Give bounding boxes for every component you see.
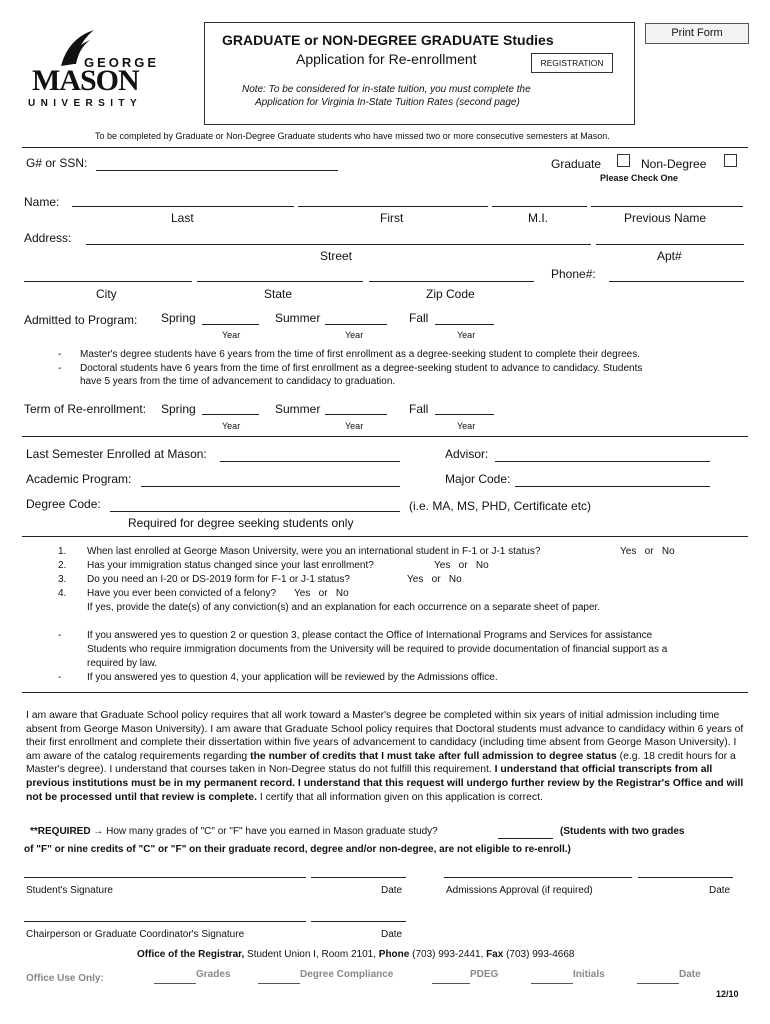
state-caption: State (264, 287, 293, 301)
question-3-answer[interactable]: Yes or No (407, 574, 462, 585)
graduate-checkbox[interactable] (617, 154, 630, 167)
question-3: Do you need an I-20 or DS-2019 form for F-1 or J-1 status? (87, 574, 350, 585)
divider (22, 147, 748, 148)
office-date-field[interactable] (637, 983, 679, 984)
masters-note: Master's degree students have 6 years from the time of first enrollment as a degree-seeking student to complete their degrees. (80, 349, 640, 360)
intro-text: To be completed by Graduate or Non-Degree Graduate students who have missed two or more consecutive semesters at Mason. (95, 131, 610, 141)
major-code-field[interactable] (515, 486, 710, 487)
phone-label: Phone#: (551, 267, 596, 281)
admissions-date-field[interactable] (638, 877, 733, 878)
office-initials-label: Initials (573, 969, 605, 980)
divider (22, 536, 748, 537)
office-degree-compliance-label: Degree Compliance (300, 969, 394, 980)
program-label: Academic Program: (26, 472, 132, 486)
admissions-caption: Admissions Approval (if required) (446, 885, 593, 896)
question-1: When last enrolled at George Mason University, were you an international student in F-1 or J-1 status? (87, 546, 541, 557)
divider (22, 436, 748, 437)
required-note: Required for degree seeking students only (128, 516, 354, 530)
question-4-followup: If yes, provide the date(s) of any conviction(s) and an explanation for each occurrence on a separate sheet of paper. (87, 602, 601, 613)
note-bullet: - (58, 349, 62, 360)
apt-field[interactable] (596, 244, 744, 245)
term-summer-label: Summer (275, 402, 321, 416)
note-bullet: - (58, 630, 62, 641)
print-form-button[interactable]: Print Form (645, 23, 749, 44)
term-fall-year-field[interactable] (435, 414, 494, 415)
policy-statement: I am aware that Graduate School policy requires that all work toward a Master's degree be completed within six years of initial admission including time absent from George Mason University). I am aware that Graduate School policy requires that Doctoral students must advance to candidacy within 6 years of their first enrollment and complete their dissertation within five years of advancement to candidacy (including time absent from George Mason University). I am aware of the catalog requirements regarding the number of credits that I must take after full admission to degree status (e.g. 18 credit hours for a Master's degree). I understand that courses taken in Non-Degree status do not fulfill this requirement. I understand that official transcripts from all previous institutions must be in my permanent record. I understand that this request will undergo further review by the Registrar's Office and will not be processed until that review is complete. I certify that all information given on this application is correct. (26, 710, 744, 803)
first-caption: First (380, 211, 404, 225)
doctoral-note: Doctoral students have 6 years from the time of first enrollment as a degree-seeking student to advance to candidacy. Students (80, 363, 643, 374)
degree-code-field[interactable] (110, 511, 400, 512)
required-note-bold: (Students with two grades (560, 826, 685, 837)
divider (22, 692, 748, 693)
office-grades-label: Grades (196, 969, 231, 980)
nondegree-label: Non-Degree (641, 157, 707, 171)
question-2-answer[interactable]: Yes or No (434, 560, 489, 571)
registration-badge: REGISTRATION (531, 53, 613, 73)
date-caption: Date (381, 929, 403, 940)
admitted-label: Admitted to Program: (24, 313, 138, 327)
year-caption: Year (345, 330, 364, 340)
name-label: Name: (24, 195, 60, 209)
degree-code-label: Degree Code: (26, 497, 101, 511)
city-field[interactable] (24, 281, 192, 282)
last-caption: Last (171, 211, 194, 225)
question-4: Have you ever been convicted of a felony? (87, 588, 277, 599)
city-caption: City (96, 287, 117, 301)
office-pdeg-label: PDEG (470, 969, 499, 980)
note-bullet: - (58, 672, 62, 683)
year-caption: Year (222, 330, 241, 340)
office-grades-field[interactable] (154, 983, 196, 984)
zip-caption: Zip Code (426, 287, 475, 301)
instruction-1: If you answered yes to question 2 or question 3, please contact the Office of International Programs and Services for assistance (87, 630, 653, 641)
please-check-note: Please Check One (600, 173, 679, 183)
admitted-fall-label: Fall (409, 311, 429, 325)
admitted-spring-label: Spring (161, 311, 196, 325)
required-note-bold-cont: of "F" or nine credits of "C" or "F" on their graduate record, degree and/or non-degree, are not eligible to re-enroll.) (24, 844, 571, 855)
chair-signature-caption: Chairperson or Graduate Coordinator's Signature (26, 929, 245, 940)
term-label: Term of Re-enrollment: (24, 402, 147, 416)
mi-caption: M.I. (528, 211, 548, 225)
office-use-label: Office Use Only: (26, 973, 104, 984)
chair-date-field[interactable] (311, 921, 406, 922)
previous-name-caption: Previous Name (624, 211, 707, 225)
form-subtitle: Application for Re-enrollment (296, 51, 477, 67)
previous-name-field[interactable] (591, 206, 743, 207)
question-number: 2. (58, 560, 67, 571)
gnum-label: G# or SSN: (26, 156, 88, 170)
logo-george: GEORGE (84, 55, 160, 70)
address-label: Address: (24, 231, 72, 245)
required-question: **REQUIRED → How many grades of "C" or "F" have you earned in Mason graduate study? (30, 826, 438, 837)
first-name-field[interactable] (298, 206, 488, 207)
admissions-approval-field[interactable] (444, 877, 632, 878)
student-date-field[interactable] (311, 877, 406, 878)
phone-field[interactable] (609, 281, 744, 282)
form-title: GRADUATE or NON-DEGREE GRADUATE Studies (222, 32, 554, 48)
office-degree-compliance-field[interactable] (258, 983, 300, 984)
tuition-note-1: Note: To be considered for in-state tuition, you must complete the (242, 84, 531, 95)
last-name-field[interactable] (72, 206, 294, 207)
date-caption: Date (709, 885, 731, 896)
year-caption: Year (457, 330, 476, 340)
question-2: Has your immigration status changed since your last enrollment? (87, 560, 374, 571)
question-4-answer[interactable]: Yes or No (294, 588, 349, 599)
student-signature-caption: Student's Signature (26, 885, 113, 896)
question-number: 3. (58, 574, 67, 585)
instruction-1-cont: required by law. (87, 658, 158, 669)
question-number: 4. (58, 588, 67, 599)
state-field[interactable] (197, 281, 363, 282)
nondegree-checkbox[interactable] (724, 154, 737, 167)
degree-code-hint: (i.e. MA, MS, PHD, Certificate etc) (409, 499, 592, 513)
gmu-logo (26, 28, 160, 109)
date-caption: Date (381, 885, 403, 896)
street-field[interactable] (86, 244, 591, 245)
year-caption: Year (345, 421, 364, 431)
last-semester-field[interactable] (220, 461, 400, 462)
mi-field[interactable] (492, 206, 587, 207)
chair-signature-field[interactable] (24, 921, 306, 922)
admitted-spring-year-field[interactable] (202, 324, 259, 325)
advisor-label: Advisor: (445, 447, 489, 461)
term-spring-label: Spring (161, 402, 196, 416)
zip-field[interactable] (369, 281, 534, 282)
year-caption: Year (457, 421, 476, 431)
instruction-1-cont: Students who require immigration documents from the University will be required to provide documentation of financial support as a (87, 644, 668, 655)
gnum-field[interactable] (96, 170, 338, 171)
admitted-fall-year-field[interactable] (435, 324, 494, 325)
registrar-contact: Office of the Registrar, Student Union I, Room 2101, Phone (703) 993-2441, Fax (703) 993-4668 (137, 949, 575, 960)
advisor-field[interactable] (495, 461, 710, 462)
graduate-label: Graduate (551, 157, 602, 171)
admitted-summer-year-field[interactable] (325, 324, 387, 325)
grades-count-field[interactable] (498, 838, 553, 839)
student-signature-field[interactable] (24, 877, 306, 878)
program-field[interactable] (141, 486, 400, 487)
note-bullet: - (58, 363, 62, 374)
office-date-label: Date (679, 969, 701, 980)
question-1-answer[interactable]: Yes or No (620, 546, 675, 557)
instruction-2: If you answered yes to question 4, your application will be reviewed by the Admissions office. (87, 672, 498, 683)
admitted-summer-label: Summer (275, 311, 321, 325)
office-initials-field[interactable] (531, 983, 573, 984)
term-fall-label: Fall (409, 402, 429, 416)
question-number: 1. (58, 546, 67, 557)
year-caption: Year (222, 421, 241, 431)
doctoral-note-cont: have 5 years from the time of advancement to candidacy to graduation. (80, 376, 396, 387)
major-code-label: Major Code: (445, 472, 511, 486)
apt-caption: Apt# (657, 249, 682, 263)
term-spring-year-field[interactable] (202, 414, 259, 415)
logo-mason: MASON (32, 64, 139, 97)
term-summer-year-field[interactable] (325, 414, 387, 415)
tuition-note-2: Application for Virginia In-State Tuition Rates (second page) (255, 97, 520, 108)
office-pdeg-field[interactable] (432, 983, 470, 984)
form-code: 12/10 (716, 989, 739, 999)
street-caption: Street (320, 249, 353, 263)
last-semester-label: Last Semester Enrolled at Mason: (26, 447, 207, 461)
logo-university: UNIVERSITY (28, 98, 143, 109)
